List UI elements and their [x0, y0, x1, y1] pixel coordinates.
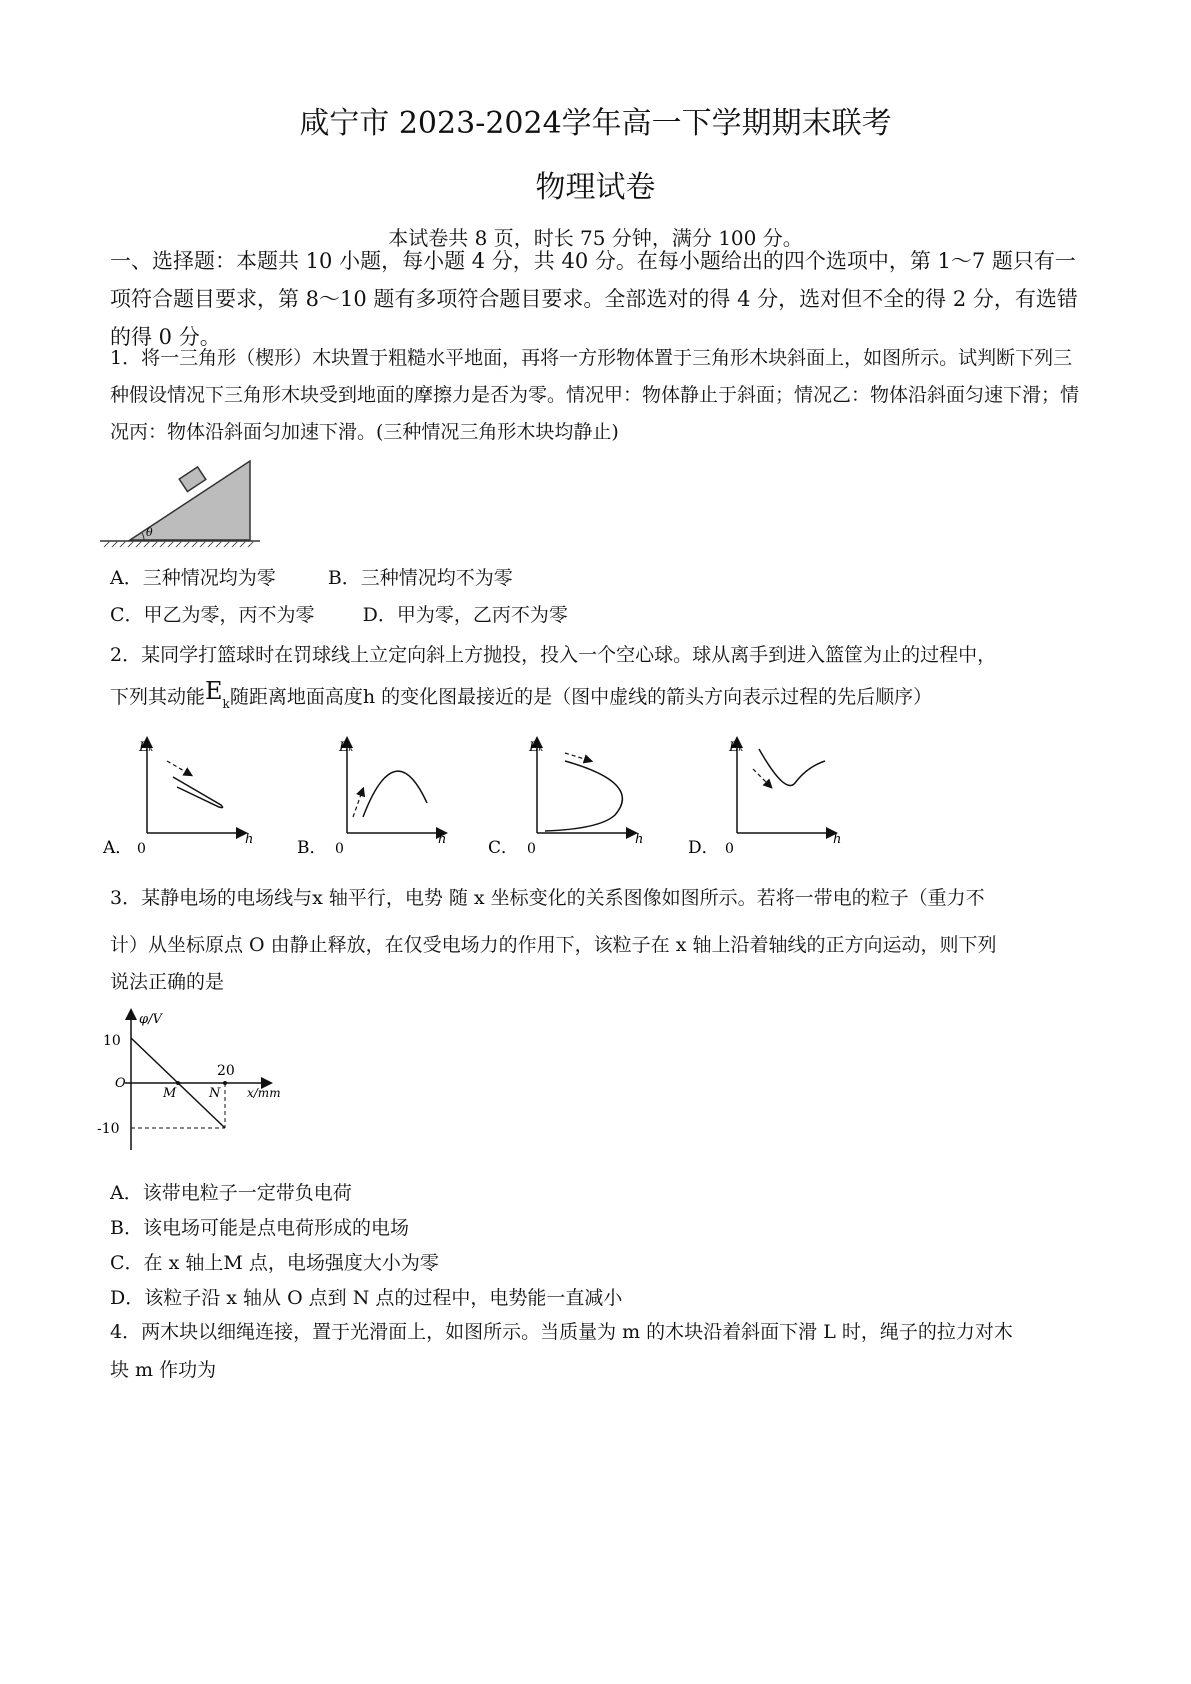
graph-b [297, 739, 446, 858]
ground-hatching [104, 541, 254, 547]
x-tick-20: 20 [217, 1063, 235, 1079]
q3-option-b: B．该电场可能是点电荷形成的电场 [110, 1217, 409, 1239]
q3-option-d: D．该粒子沿 x 轴从 O 点到 N 点的过程中，电势能一直减小 [110, 1287, 623, 1309]
graph-b-label: B． [297, 838, 327, 858]
q1-option-d: D．甲为零，乙丙不为零 [362, 604, 568, 626]
x-axis-label: x/mm [247, 1086, 281, 1100]
exam-subtitle: 物理试卷 [535, 170, 656, 205]
ek-symbol: E [205, 677, 223, 705]
question-3-text-c: 说法正确的是 [110, 971, 225, 993]
theta-label: θ [146, 526, 153, 539]
q3-option-a: A．该带电粒子一定带负电荷 [110, 1182, 352, 1204]
point-m-label: M [163, 1086, 177, 1101]
graph-a-label: A． [103, 838, 133, 858]
question-3-text-b: 计）从坐标原点 O 由静止释放，在仅受电场力的作用下，该粒子在 x 轴上沿着轴线的正方向运动，则下列 [110, 934, 997, 956]
wedge-figure [100, 455, 260, 551]
svg-text:0: 0 [527, 841, 536, 857]
question-4-text-b: 块 m 作功为 [110, 1359, 217, 1381]
svg-text:h: h [438, 832, 447, 847]
svg-text:h: h [245, 832, 254, 847]
potential-graph [95, 1005, 295, 1155]
graph-a [102, 739, 253, 858]
question-3-text-a: 3．某静电场的电场线与x 轴平行，电势 随 x 坐标变化的关系图像如图所示。若将一带电的粒子（重力不 [110, 887, 985, 909]
exam-title: 咸宁市 2023-2024学年高一下学期期末联考 [299, 106, 892, 141]
svg-text:h: h [635, 832, 644, 847]
question-2-text-a: 2．某同学打篮球时在罚球线上立定向斜上方抛投，投入一个空心球。球从离手到进入篮筐为止的过程中， [110, 644, 997, 666]
svg-text:0: 0 [725, 841, 734, 857]
exam-info: 本试卷共 8 页，时长 75 分钟，满分 100 分。 [388, 226, 803, 250]
ek-h-graphs [95, 725, 1095, 865]
q1-option-a: A．三种情况均为零 [110, 567, 276, 589]
graph-c-label: C． [488, 838, 519, 858]
q1-option-b: B．三种情况均不为零 [327, 567, 513, 589]
question-4-text-a: 4．两木块以细绳连接，置于光滑面上，如图所示。当质量为 m 的木块沿着斜面下滑 L 时，绳子的拉力对木 [110, 1321, 1013, 1343]
svg-text:h: h [833, 832, 842, 847]
question-1-text: 1．将一三角形（楔形）木块置于粗糙水平地面，再将一方形物体置于三角形木块斜面上，如图所示。试判断下列三种假设情况下三角形木块受到地面的摩擦力是否为零。情况甲：物体静止于斜面；情况乙：物体沿斜面匀速下滑；情况丙：物体沿斜面匀加速下滑。(三种情况三角形木块均静止) [110, 347, 1080, 443]
q3-option-c: C．在 x 轴上M 点，电场强度大小为零 [110, 1252, 439, 1274]
svg-text:Eₖ: Eₖ [529, 740, 544, 755]
point-n-label: N [209, 1086, 221, 1101]
phi-axis-label: φ/V [139, 1012, 162, 1027]
section-instructions: 一、选择题：本题共 10 小题，每小题 4 分，共 40 分。在每小题给出的四个选项中，第 1～7 题只有一项符合题目要求，第 8～10 题有多项符合题目要求。全部选对的得 4 分，选对但不全的得 2 分，有选错的得 0 分。 [110, 249, 1078, 349]
svg-text:Eₖ: Eₖ [339, 740, 354, 755]
q1-option-c: C．甲乙为零，丙不为零 [110, 604, 315, 626]
svg-text:Eₖ: Eₖ [139, 740, 154, 755]
question-2-text-b: 下列其动能$E_k$随距离地面高度h 的变化图最接近的是（图中虚线的箭头方向表示过程的先后顺序） [110, 677, 933, 711]
graph-d-label: D． [688, 838, 719, 858]
svg-text:0: 0 [137, 841, 146, 857]
block-on-slope [179, 467, 206, 492]
graph-c [488, 739, 643, 858]
svg-text:0: 0 [335, 841, 344, 857]
svg-text:Eₖ: Eₖ [729, 740, 744, 755]
y-tick-10: 10 [103, 1033, 121, 1049]
origin-label: O [115, 1076, 126, 1091]
graph-d [688, 739, 841, 858]
y-tick-neg10: -10 [97, 1121, 120, 1137]
